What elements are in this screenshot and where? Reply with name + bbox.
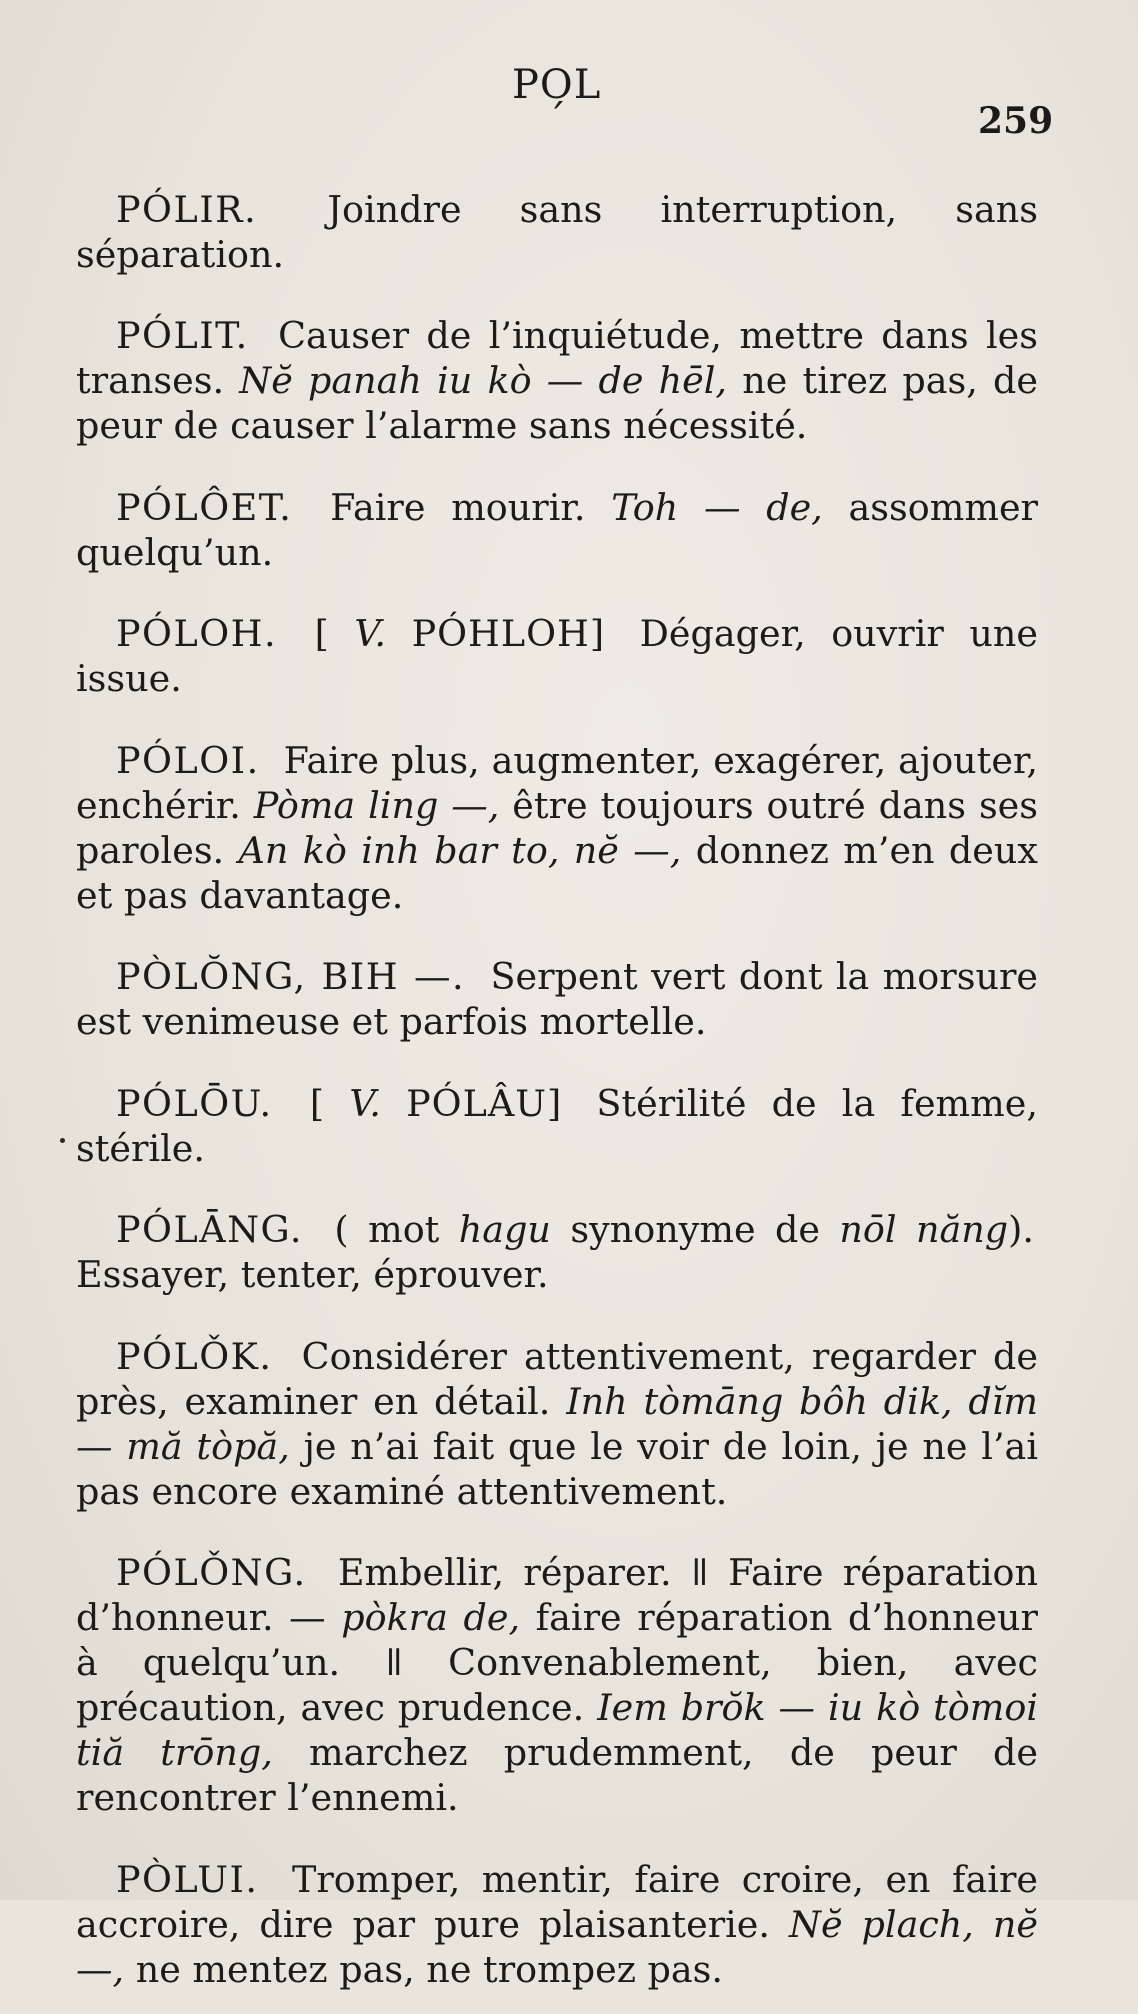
note-text: ( mot — [334, 1208, 440, 1251]
bracket-close: ] — [546, 1081, 562, 1125]
definition: Tromper, mentir, faire croire, en faire accroire, dire par pure plaisanterie. — [76, 1857, 1038, 1946]
headword: PÓLÔET. — [116, 485, 293, 529]
headword: PÓLĀNG. — [116, 1208, 303, 1251]
headword: PÓLǑK. — [116, 1334, 273, 1378]
entry-poloh — [76, 611, 1038, 701]
headword: PÓLOI. — [116, 738, 260, 782]
headword: PÒLŎNG, BIH —. — [116, 955, 466, 998]
entry-polong-bih — [76, 954, 1038, 1044]
cross-reference-word: PÓLÂU — [406, 1081, 547, 1125]
cross-reference — [310, 1082, 561, 1125]
definition: Essayer, tenter, éprouver. — [76, 1253, 549, 1296]
translation: faire réparation d’honneur à quelqu’un. ǁ Convenablement, bien, avec précaution, avec prudence. — [76, 1596, 1039, 1729]
definition: Serpent vert dont la morsure est venimeuse et parfois mortelle. — [76, 955, 1038, 1043]
entry-polok — [76, 1334, 1038, 1514]
ink-spot — [60, 1138, 65, 1143]
bracket-close: ] — [589, 612, 605, 655]
note-term: nōl năng — [839, 1208, 1009, 1251]
entry-poloi — [76, 738, 1038, 918]
example: Nĕ plach, nĕ —, — [76, 1902, 1038, 1991]
definition: Causer de l’inquiétude, mettre dans les transes. — [76, 314, 1039, 402]
entry-polong — [76, 1550, 1038, 1820]
translation: ne tirez pas, de peur de causer l’alarme sans nécessité. — [76, 359, 1038, 447]
example: An kò inh bar to, nĕ —, — [238, 828, 682, 872]
translation: donnez m’en deux et pas davantage. — [76, 828, 1038, 917]
definition: Embellir, réparer. ǁ Faire réparation d’honneur. — — [76, 1551, 1038, 1639]
dictionary-entries — [76, 150, 1038, 2014]
headword: PÓLOH. — [116, 612, 278, 655]
translation: je n’ai fait que le voir de loin, je ne l’ai pas encore examiné attentivement. — [76, 1424, 1038, 1513]
definition: Faire mourir. — [330, 485, 586, 529]
cross-reference-word: PÓHLOH — [411, 612, 590, 655]
definition: Dégager, ouvrir une issue. — [76, 612, 1039, 700]
running-head: PO̗L — [512, 62, 602, 108]
usage-note — [334, 1208, 1034, 1251]
page-header — [0, 62, 1138, 142]
see-label: V. — [354, 612, 387, 655]
entry-polui — [76, 1857, 1038, 1992]
example: Iem brŏk — iu kò tòmoi tiă trōng, — [76, 1686, 1038, 1774]
definition: Considérer attentivement, regarder de près, examiner en détail. — [76, 1334, 1039, 1423]
definition: Joindre sans interruption, sans séparation. — [76, 187, 1038, 276]
note-text: ). — [1008, 1208, 1034, 1251]
see-label: V. — [349, 1081, 381, 1125]
example: Toh — de, — [611, 485, 823, 529]
bracket-open: [ — [314, 612, 329, 655]
translation: ne mentez pas, ne trompez pas. — [135, 1947, 723, 1991]
definition: Faire plus, augmenter, exagérer, ajouter, enchérir. — [76, 738, 1038, 827]
entry-poloet — [76, 485, 1038, 575]
entry-polit — [76, 313, 1038, 448]
headword: PÒLUI. — [116, 1857, 259, 1901]
note-text: synonyme de — [570, 1208, 820, 1251]
headword: PÓLIT. — [116, 314, 249, 357]
definition: Stérilité de la femme, stérile. — [76, 1081, 1038, 1170]
page-number: 259 — [978, 100, 1054, 142]
note-term: hagu — [458, 1208, 551, 1251]
entry-polou — [76, 1081, 1038, 1171]
bracket-open: [ — [309, 1081, 325, 1125]
example: Nĕ panah iu kò — de hēl, — [239, 359, 728, 402]
translation: assommer quelqu’un. — [76, 485, 1038, 574]
example: pòkra de, — [341, 1596, 521, 1639]
headword: PÓLǑNG. — [116, 1551, 307, 1594]
example: Pòma ling —, — [253, 783, 500, 827]
headword: PÓLIR. — [116, 187, 258, 231]
entry-polir — [76, 187, 1038, 277]
headword: PÓLŌU. — [116, 1081, 273, 1125]
translation: être toujours outré dans ses paroles. — [76, 783, 1039, 872]
example: Inh tòmāng bôh dik, dĭm — mă tòpă, — [76, 1379, 1038, 1468]
entry-polang — [76, 1207, 1038, 1297]
cross-reference — [315, 612, 605, 655]
translation: marchez prudemment, de peur de rencontrer l’ennemi. — [76, 1731, 1039, 1819]
